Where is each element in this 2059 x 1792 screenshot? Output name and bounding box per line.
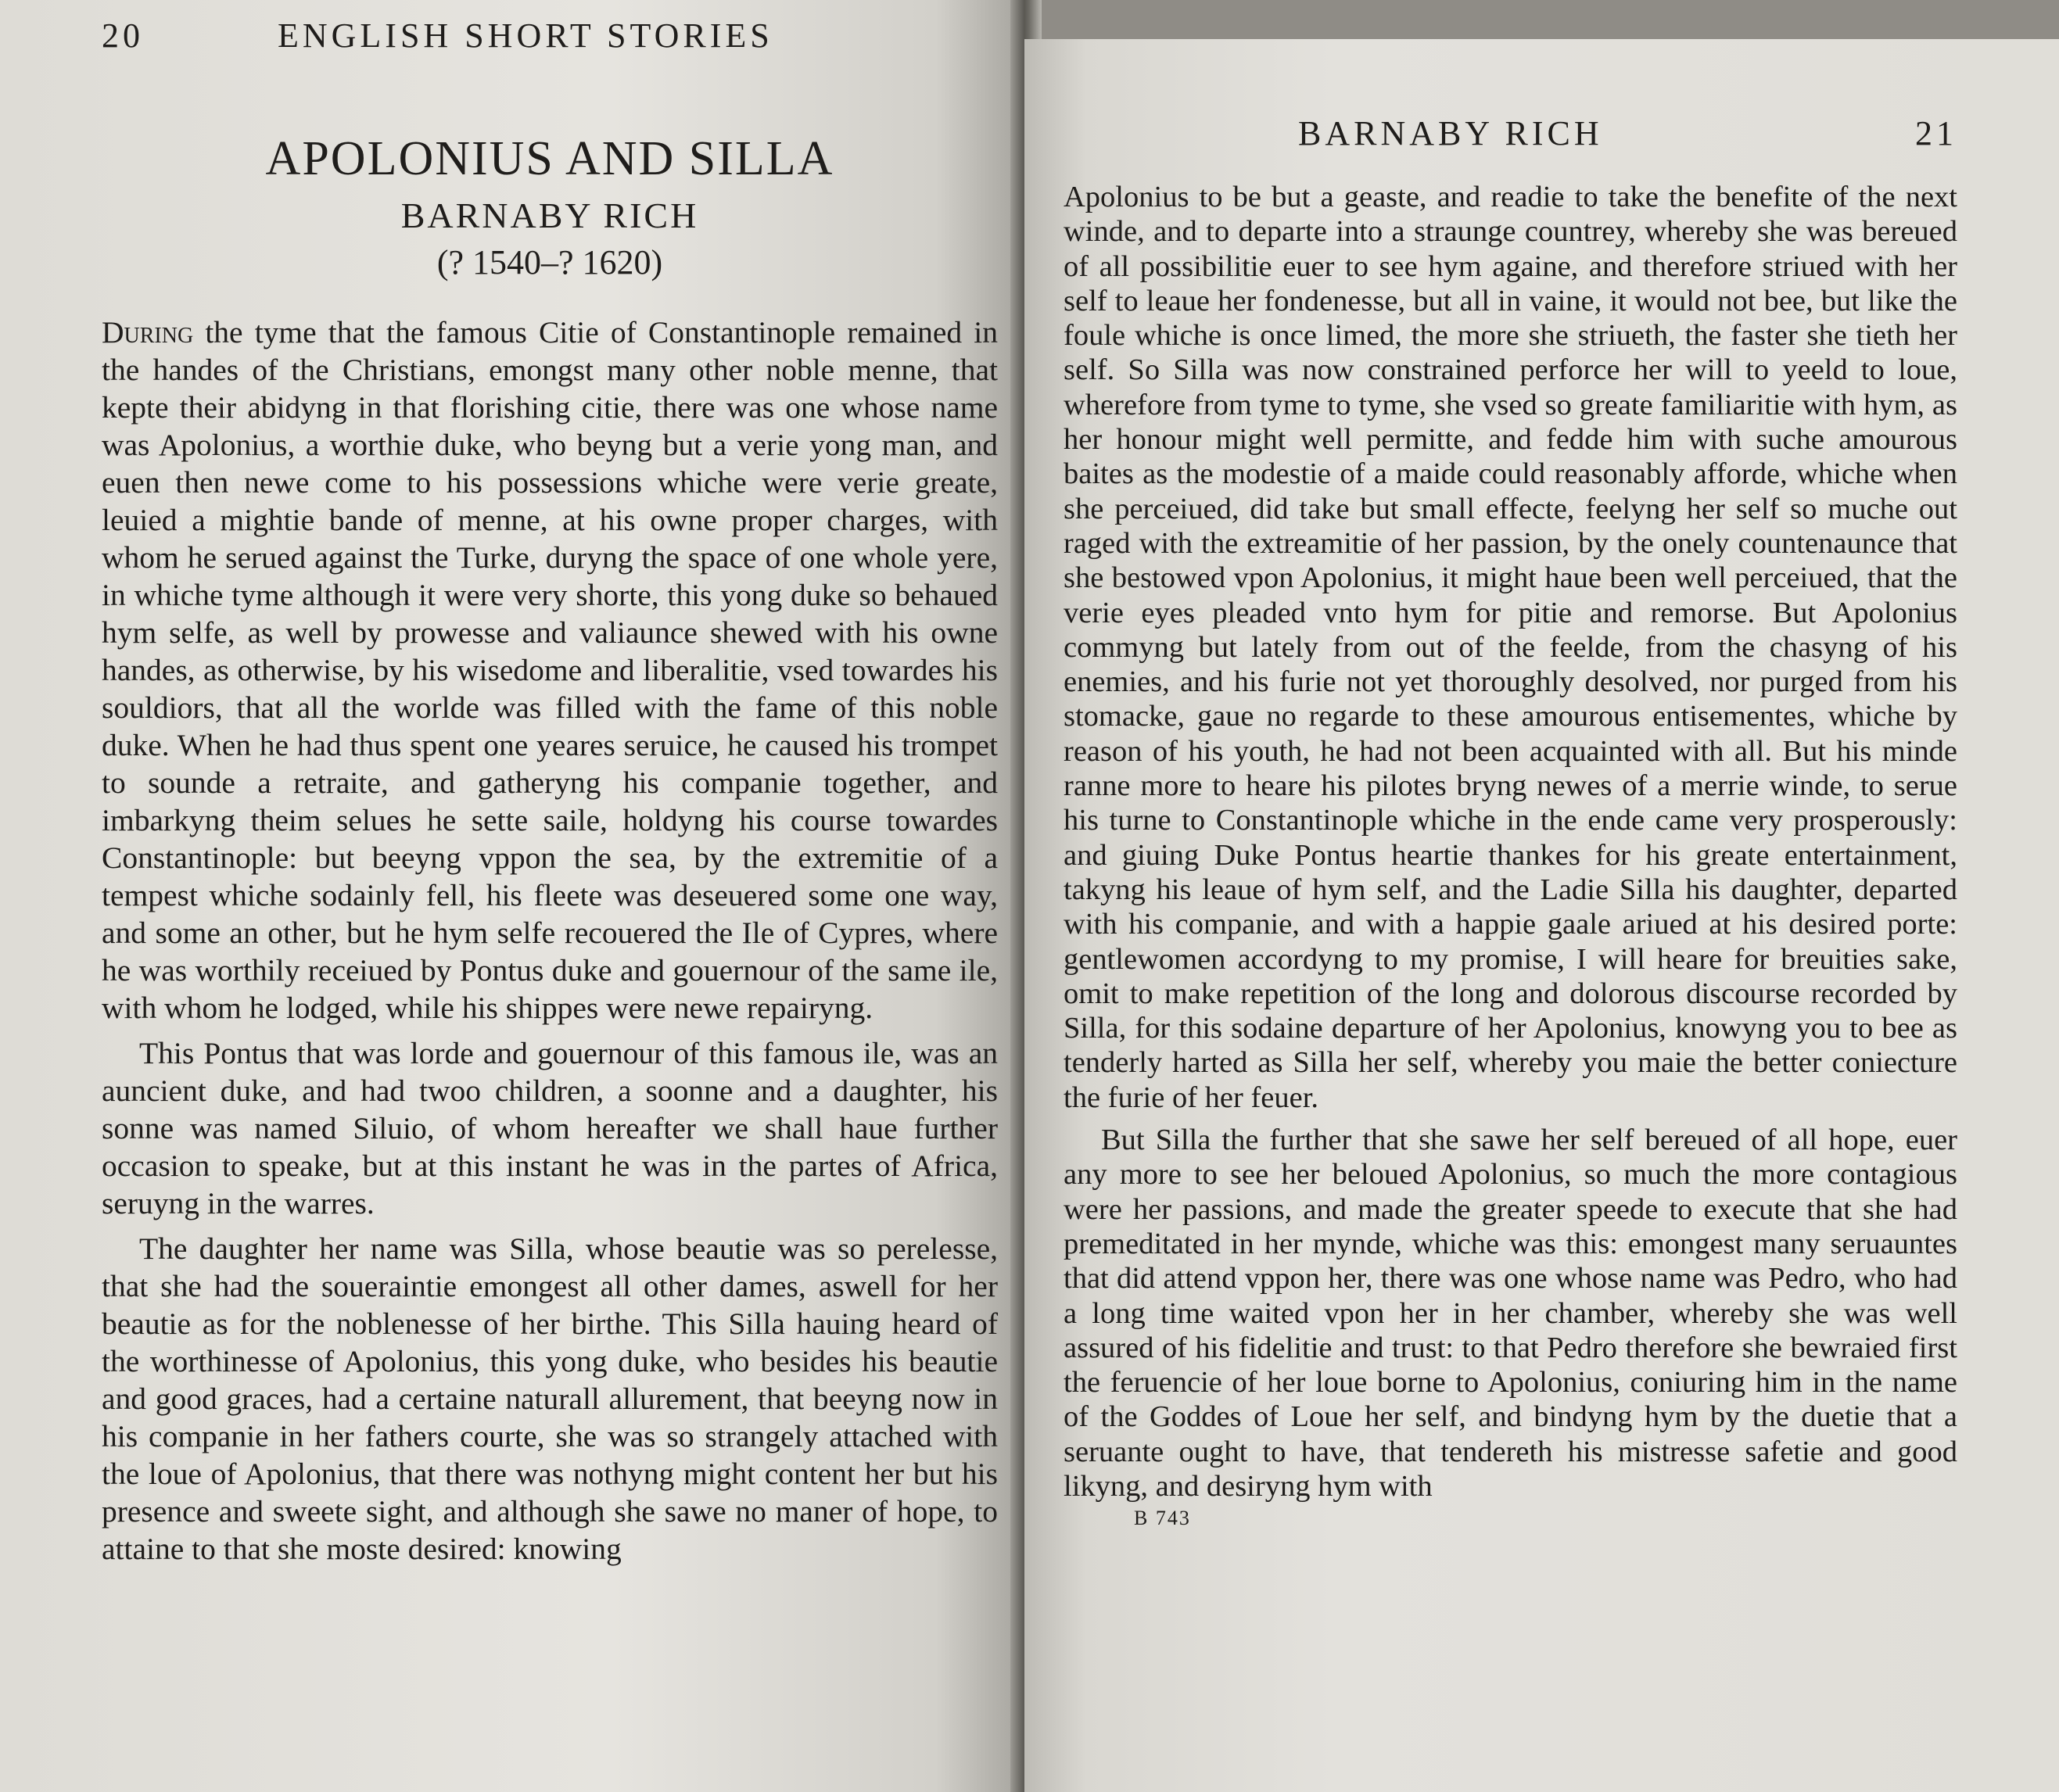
story-author: BARNABY RICH xyxy=(400,195,699,235)
right-body-text xyxy=(1064,180,1957,1503)
right-running-head xyxy=(1064,39,1957,164)
left-page xyxy=(0,0,1017,1792)
right-page-number: 21 xyxy=(1915,114,1957,152)
left-running-head xyxy=(102,16,998,86)
left-body-text xyxy=(102,314,998,1568)
story-title: APOLONIUS AND SILLA xyxy=(265,132,834,185)
right-paragraph: But Silla the further that she sawe her self bereued of all hope, euer any more to see her beloued Apolonius, so much the more contagious were her passions, and made the greater speede to execute that she had premeditated in her mynde, whiche was this: emongest many seruauntes that did attend vppon her, there was one whose name was Pedro, who had a long time waited vpon her in her chamber, whereby she was well assured of his fidelitie and trust: to that Pedro therefore she bewraied first the feruencie of her loue borne to Apolonius, coniuring him in the name of the Goddes of Loue her self, and bindyng hym by the duetie that a seruante ought to have, that tendereth his mistresse safetie and good likyng, and desiryng hym with xyxy=(1064,1124,1957,1503)
left-paragraph: This Pontus that was lorde and gouernour of this famous ile, was an auncient duke, and had twoo children, a soonne and a daughter, his sonne was named Siluio, of whom hereafter we shall haue further occasion to speake, but at this instant he was in the partes of Africa, seruyng in the warres. xyxy=(102,1036,998,1220)
left-paragraph: The daughter her name was Silla, whose beautie was so perelesse, that she had the soueraintie emongest all other dames, aswell for her beautie as for the noblenesse of her birthe. This Silla hauing heard of the worthinesse of Apolonius, this yong duke, who besides his beautie and good graces, had a certaine naturall allurement, that beeyng now in his companie in her fathers courte, she was so strangely attached with the loue of Apolonius, that there was nothyng might content her but his presence and sweete sight, and although she sawe no maner of hope, to attaine to that she moste desired: knowing xyxy=(102,1231,998,1566)
author-dates: (? 1540–? 1620) xyxy=(436,243,663,281)
right-page xyxy=(1024,39,2059,1792)
author-head: BARNABY RICH xyxy=(1298,114,1603,152)
left-paragraph: During the tyme that the famous Citie of Constantinople remained in the handes of the Christians, emongst many other noble menne, that kepte their abidyng in that florishing citie, there was one whose name was Apolonius, a worthie duke, who beyng but a verie yong man, and euen then newe come to his possessions whiche were verie greate, leuied a mightie bande of menne, at his owne proper charges, with whom he serued against the Turke, duryng the space of one whole yere, in whiche tyme although it were very shorte, this yong duke so behaued hym selfe, as well by prowesse and valiaunce shewed with his owne handes, as otherwise, by his wisedome and liberalitie, vsed towardes his souldiors, that all the worlde was filled with the fame of this noble duke. When he had thus spent one yeares seruice, he caused his trompet to sounde a retraite, and gatheryng his companie together, and imbarkyng theim selues he sette saile, holdyng his course towardes Constantinople: but beeyng vppon the sea, by the extremitie of a tempest whiche sodainly fell, his fleete was deseuered some one way, and some an other, but he hym selfe recouered the Ile of Cypres, where he was worthily receiued by Pontus duke and gouernour of the same ile, with whom he lodged, while his shippes were newe repairyng. xyxy=(102,315,998,1025)
signature-mark: B 743 xyxy=(1134,1507,1191,1530)
left-page-number: 20 xyxy=(102,16,144,55)
drop-word: During xyxy=(102,315,194,349)
book-title-head: ENGLISH SHORT STORIES xyxy=(278,16,773,55)
right-paragraph: Apolonius to be but a geaste, and readie to take the benefite of the next winde, and to departe into a straunge countrey, whereby she was bereued of all possibilitie euer to see hym againe, and therefore striued with her self to leaue her fondenesse, but all in vaine, it would not bee, but like the foule whiche is once limed, the more she striueth, the faster she tieth her self. So Silla was now constrained perforce her will to yeeld to loue, wherefore from tyme to tyme, she vsed so greate familiaritie with hym, as her honour might well permitte, and fedde him with suche amourous baites as the modestie of a maide could reasonably afforde, whiche when she perceiued, did take but small effecte, feelyng her self so muche out raged with the extreamitie of her passion, by the onely countenaunce that she bestowed vpon Apolonius, it might haue been well perceiued, that the verie eyes pleaded vnto hym for pitie and remorse. But Apolonius commyng but lately from out of the feelde, from the chasyng of his enemies, and his furie not yet thoroughly desolved, nor purged from his stomacke, gaue no regarde to these amourous entisementes, whiche by reason of his youth, he had not been acquainted with all. But his minde ranne more to heare his pilotes bryng newes of a merrie winde, to serue his turne to Constantinople whiche in the ende came very prosperously: and giuing Duke Pontus heartie thankes for his greate entertainment, takyng his leaue of hym self, and the Ladie Silla his daughter, departed with his companie, and with a happie gaale ariued at his desired porte: gentlewomen accordyng to my promise, I will heare for breuities sake, omit to make repetition of the long and dolorous discourse recorded by Silla, for this sodaine departure of her Apolonius, knowyng you to bee as tenderly harted as Silla her self, whereby you maie the better coniecture the furie of her feuer. xyxy=(1064,181,1957,1114)
